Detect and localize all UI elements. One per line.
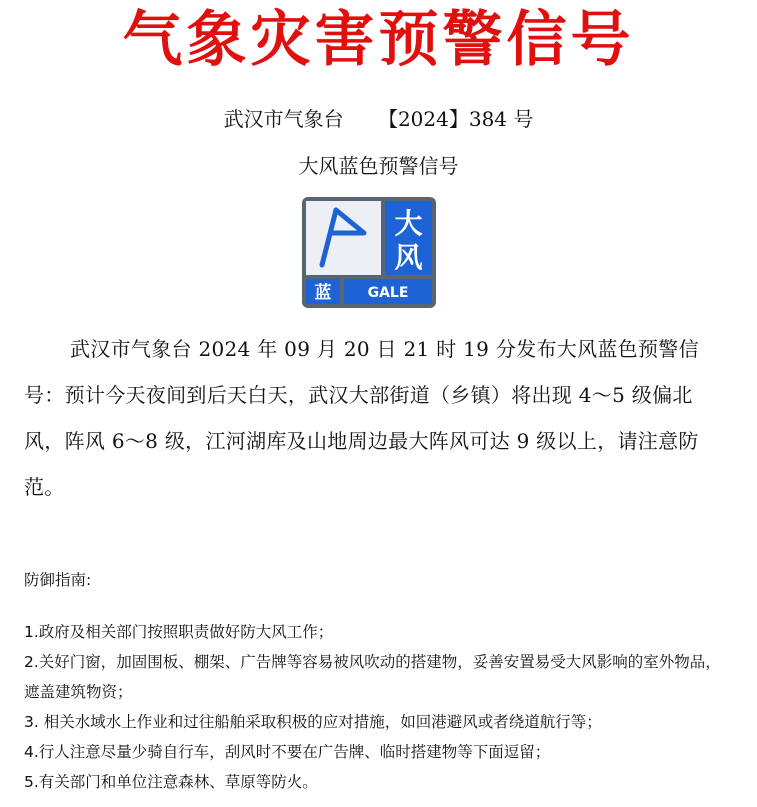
guide-list [24,617,734,797]
icon-level-char: 蓝 [314,283,332,303]
issuer-name: 武汉市气象台 [223,107,344,131]
icon-label: GALE [367,285,409,301]
gale-blue-warning-icon [302,197,436,308]
issuer-line [0,104,757,134]
guide-item: 1.政府及相关部门按照职责做好防大风工作； [24,623,334,641]
icon-char-bottom: 风 [394,241,423,274]
page-title: 气象灾害预警信号 [122,5,635,75]
guide-item: 4.行人注意尽量少骑自行车，刮风时不要在广告牌、临时搭建物等下面逗留； [24,743,551,761]
document-number: 【2024】384 号 [377,107,534,131]
icon-char-top: 大 [394,207,423,240]
guide-item: 5.有关部门和单位注意森林、草原等防火。 [24,773,318,791]
signal-name: 大风蓝色预警信号 [298,154,459,178]
warning-paragraph: 武汉市气象台 2024 年 09 月 20 日 21 时 19 分发布大风蓝色预警信号：预计今天夜间到后天白天，武汉大部街道（乡镇）将出现 4～5 级偏北风，阵风 6～8 级，江河湖库及山地周边最大阵风可达 9 级以上，请注意防范。 [24,337,699,499]
guide-item: 2.关好门窗，加固围板、棚架、广告牌等容易被风吹动的搭建物，妥善安置易受大风影响的室外物品，遮盖建筑物资； [24,653,721,701]
guide-heading: 防御指南: [24,571,92,589]
guide-item: 3. 相关水域水上作业和过往船舶采取积极的应对措施，如回港避风或者绕道航行等； [24,713,602,731]
